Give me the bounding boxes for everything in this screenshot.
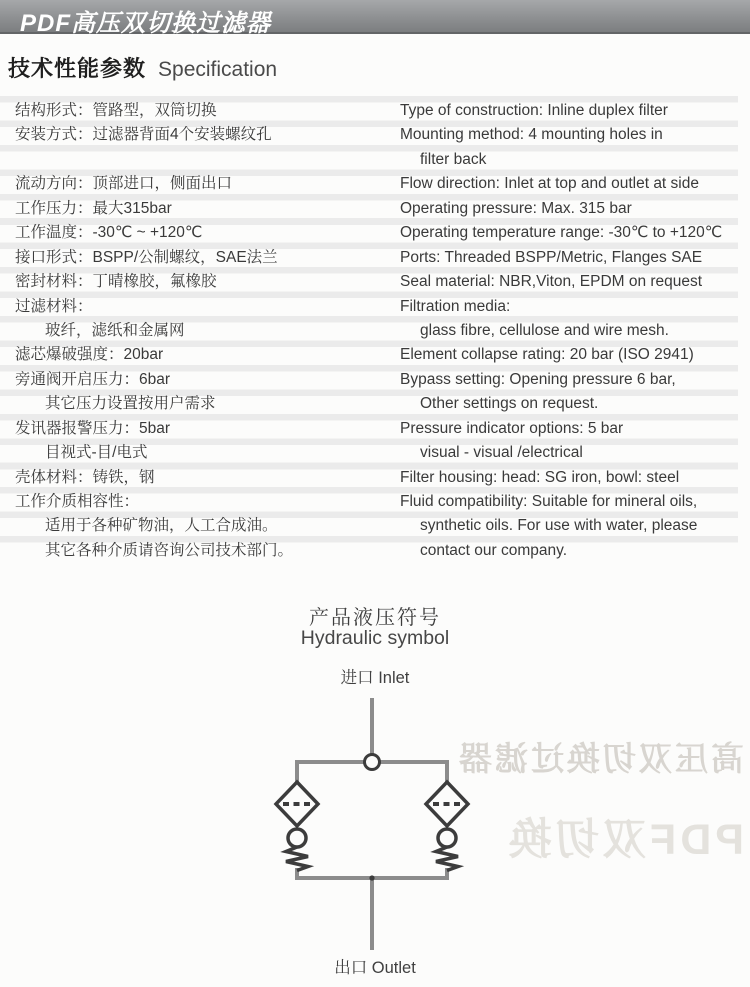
spec-row [0, 267, 738, 291]
spec-row [0, 389, 738, 413]
spec-row [0, 169, 738, 193]
spec-en: Operating temperature range: -30℃ to +120℃ [400, 224, 723, 242]
spec-zh: 其它压力设置按用户需求 [45, 395, 216, 413]
ball-indicator-left [288, 829, 306, 847]
spec-en: contact our company. [420, 541, 568, 559]
spec-en: Fluid compatibility: Suitable for mineral oils, [400, 493, 698, 510]
spec-row [0, 145, 738, 169]
spec-row [0, 340, 738, 364]
spec-en: Filter housing: head: SG iron, bowl: steel [400, 468, 680, 486]
spec-row [0, 96, 738, 120]
spec-table [0, 96, 738, 560]
ghost-bleedthrough-text-1: 高压双切换过滤器 [456, 740, 744, 777]
spec-zh: 玻纤，滤纸和金属网 [45, 321, 185, 339]
spec-zh [0, 151, 400, 169]
spec-en: Flow direction: Inlet at top and outlet at side [400, 175, 699, 193]
spec-en: Ports: Threaded BSPP/Metric, Flanges SAE [400, 248, 703, 266]
spec-en: Seal material: NBR,Viton, EPDM on request [400, 273, 703, 291]
selector-junction-circle [365, 755, 380, 770]
spec-row [0, 194, 738, 218]
spec-zh: 旁通阀开启压力：6bar [15, 370, 171, 388]
ghost-bleedthrough-text-2: PDF双切换 [505, 816, 744, 864]
page-header-bar [0, 0, 750, 37]
spring-right [436, 847, 458, 871]
spec-zh: 工作介质相容性： [15, 493, 140, 510]
spec-row [0, 218, 738, 242]
diagram-title-en: Hydraulic symbol [300, 627, 450, 649]
spec-zh: 适用于各种矿物油，人工合成油。 [45, 517, 278, 535]
bottom-junction-dot [369, 875, 374, 880]
spec-en: Other settings on request. [420, 395, 599, 413]
spec-row [0, 463, 738, 487]
section-title-en: Specification [158, 58, 278, 81]
spec-row [0, 292, 738, 316]
spec-zh: 密封材料：丁晴橡胶，氟橡胶 [15, 273, 217, 291]
section-heading [8, 52, 277, 83]
spec-en: filter back [420, 150, 487, 168]
spec-en: Mounting method: 4 mounting holes in [400, 126, 663, 144]
outlet-label: 出口 Outlet [334, 959, 416, 977]
spec-zh: 目视式-目/电式 [45, 444, 148, 462]
spec-row [0, 365, 738, 389]
spring-left [286, 847, 308, 871]
spec-zh: 过滤材料： [15, 297, 93, 315]
spec-en: glass fibre, cellulose and wire mesh. [420, 321, 669, 339]
spec-zh: 发讯器报警压力：5bar [15, 419, 171, 437]
spec-en: Pressure indicator options: 5 bar [400, 419, 624, 437]
spec-zh: 其它各种介质请咨询公司技术部门。 [45, 541, 294, 559]
spec-zh: 结构形式：管路型，双筒切换 [15, 102, 217, 119]
spec-en: synthetic oils. For use with water, please [420, 517, 698, 535]
hydraulic-symbol-diagram [250, 695, 495, 957]
section-title-zh: 技术性能参数 [8, 56, 147, 81]
spec-row [0, 536, 738, 560]
spec-row [0, 243, 738, 267]
spec-row [0, 316, 738, 340]
spec-en: Filtration media: [400, 297, 511, 315]
spec-zh: 滤芯爆破强度：20bar [15, 346, 164, 364]
spec-en: Type of construction: Inline duplex filter [400, 102, 668, 119]
spec-row [0, 487, 738, 511]
spec-zh: 工作温度：-30℃ ~ +120℃ [15, 224, 203, 242]
spec-en: visual - visual /electrical [420, 444, 583, 462]
spec-zh: 流动方向：顶部进口，侧面出口 [15, 175, 233, 193]
ball-indicator-right [438, 829, 456, 847]
spec-zh: 接口形式：BSPP/公制螺纹，SAE法兰 [15, 248, 278, 266]
spec-row [0, 414, 738, 438]
inlet-label: 进口 Inlet [340, 669, 410, 687]
spec-row [0, 511, 738, 535]
spec-row [0, 120, 738, 144]
spec-zh: 安装方式：过滤器背面4个安装螺纹孔 [15, 126, 272, 144]
page-title: PDF高压双切换过滤器 [20, 10, 271, 37]
spec-zh: 壳体材料：铸铁，钢 [15, 468, 155, 486]
spec-zh: 工作压力：最大315bar [15, 199, 172, 217]
spec-en: Bypass setting: Opening pressure 6 bar, [400, 370, 676, 388]
spec-row [0, 438, 738, 462]
spec-en: Operating pressure: Max. 315 bar [400, 199, 632, 217]
spec-en: Element collapse rating: 20 bar (ISO 2941) [400, 346, 694, 364]
diagram-title-zh: 产品液压符号 [309, 607, 441, 629]
